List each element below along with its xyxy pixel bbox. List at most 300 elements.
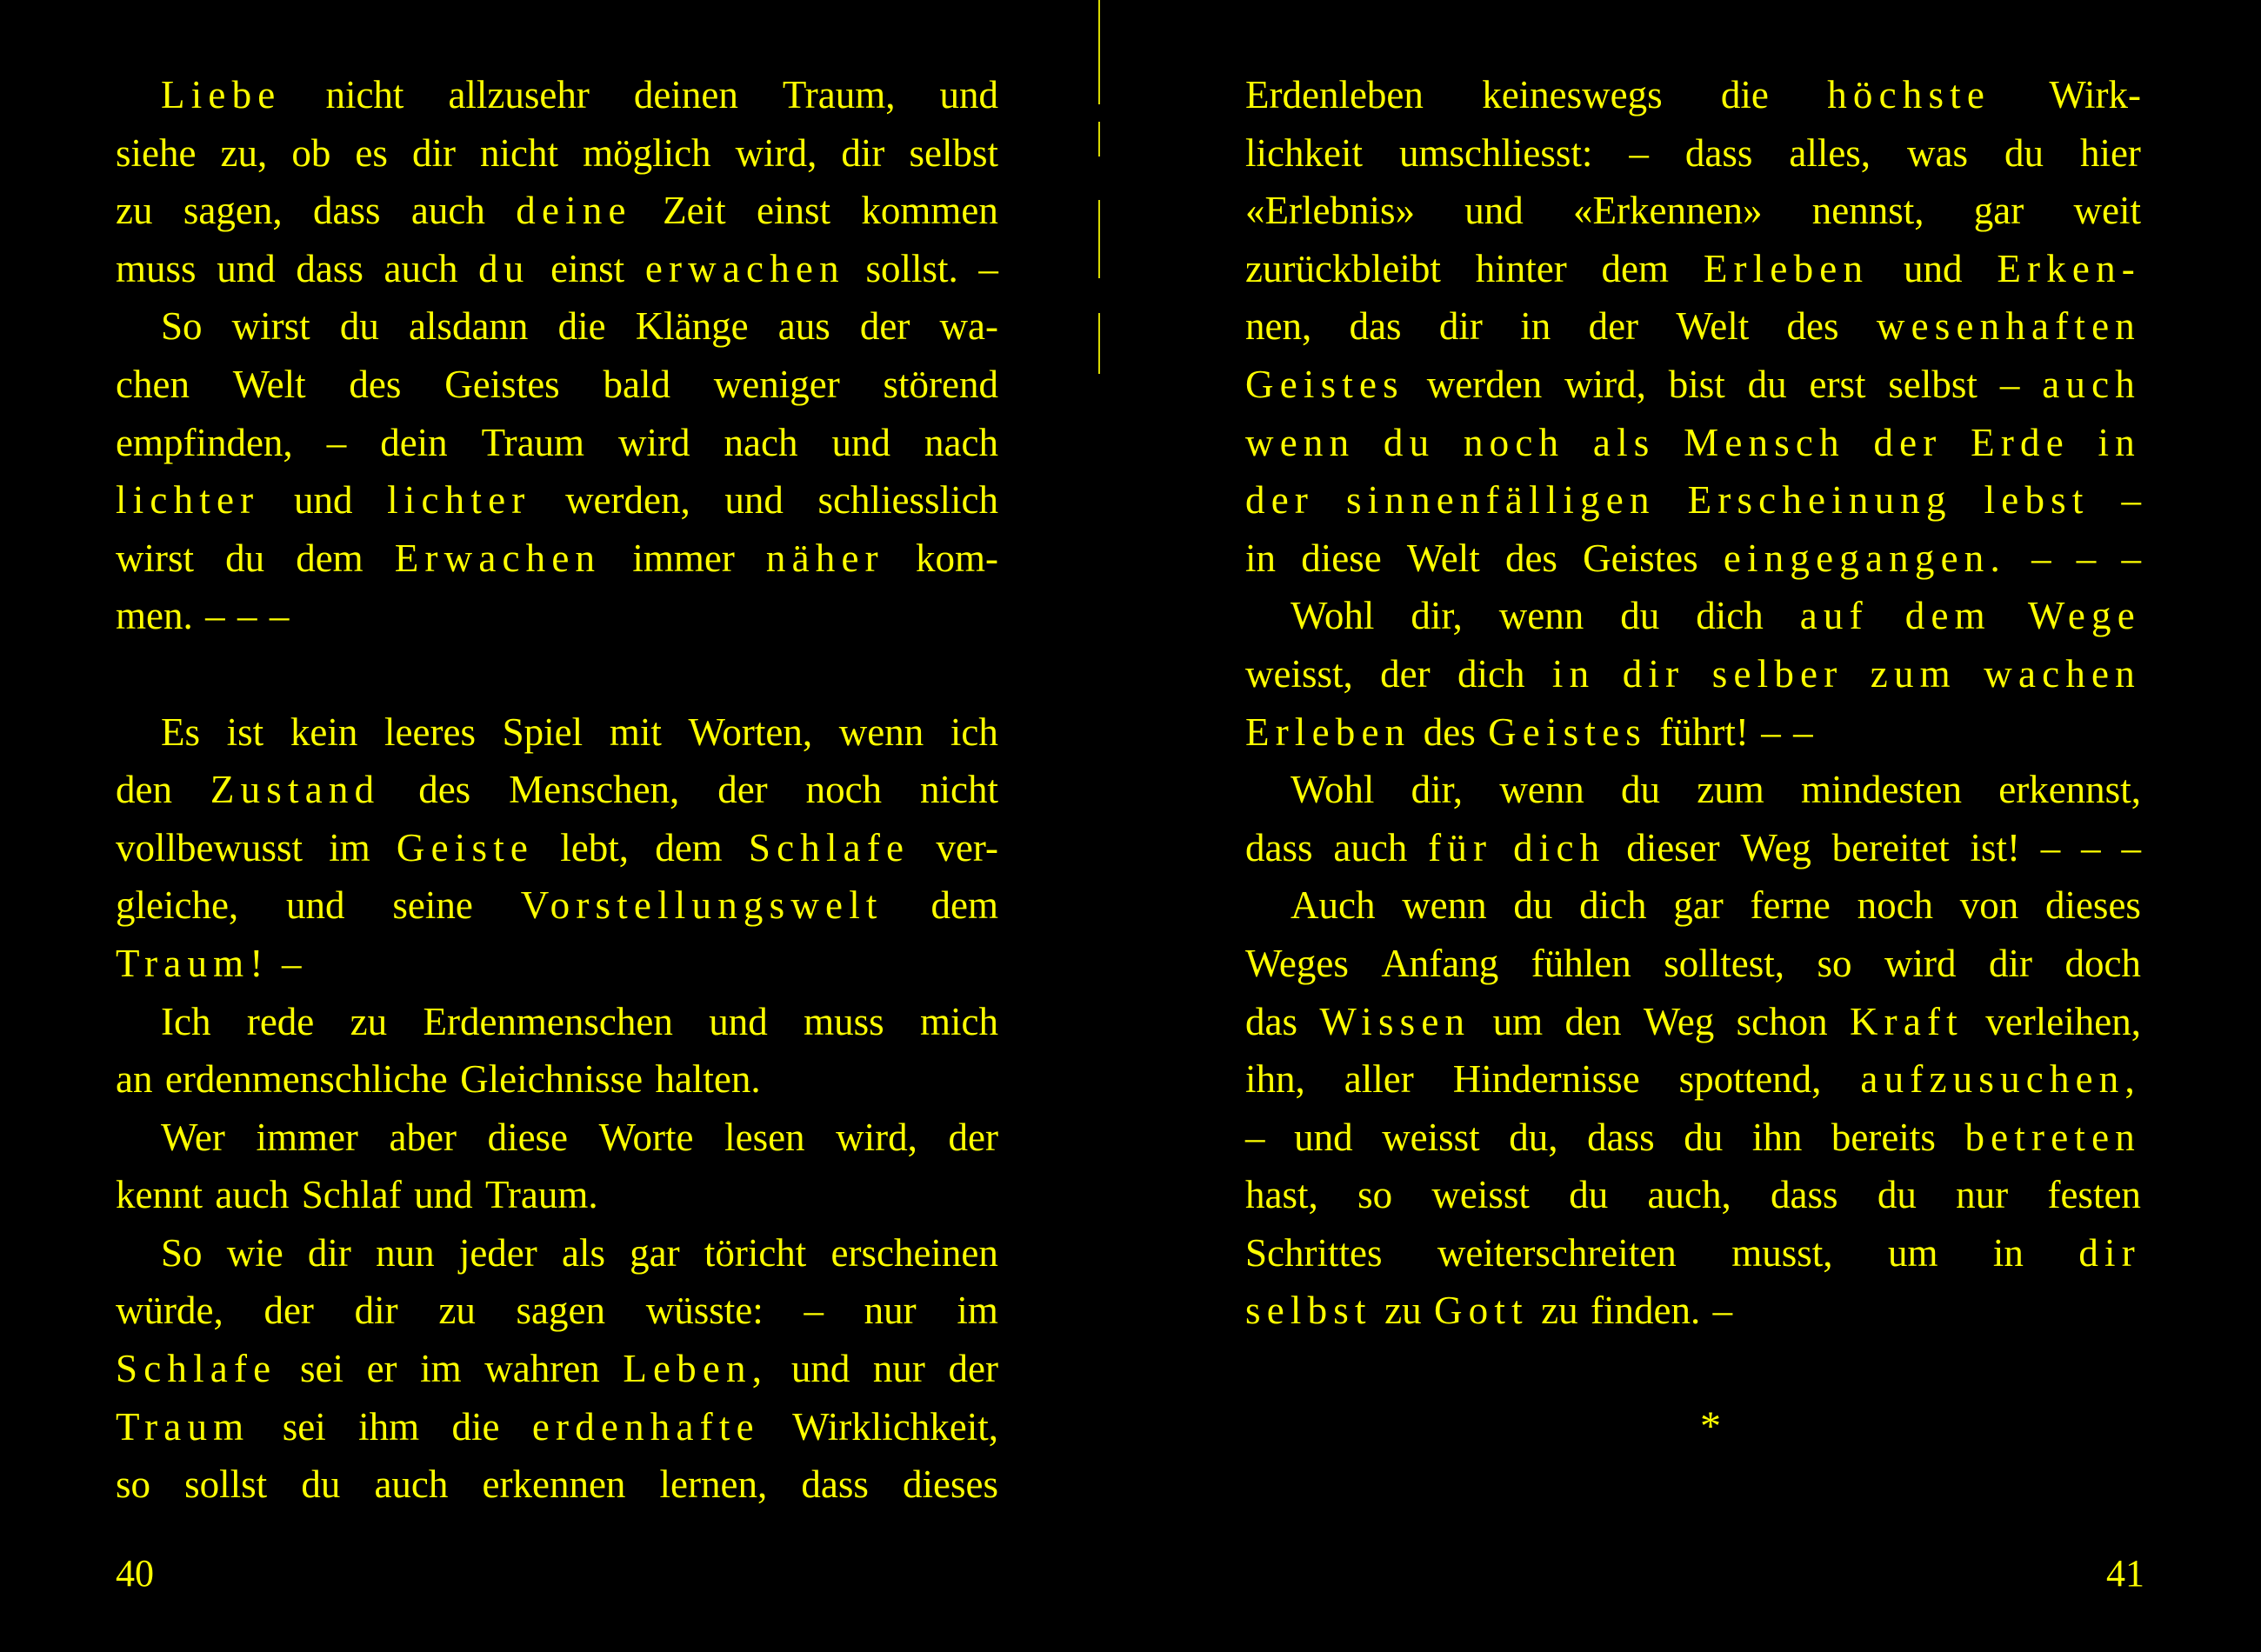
word: zu — [116, 189, 153, 233]
word: dir — [1622, 651, 1685, 696]
word: das — [1349, 304, 1402, 349]
word: sollst. — [865, 246, 958, 290]
word: im — [420, 1347, 462, 1391]
word: rede — [246, 999, 315, 1043]
word: so — [1817, 941, 1852, 985]
word: selbst — [1888, 362, 1978, 406]
right-text-line — [1245, 587, 2141, 645]
word: bereitet — [1831, 825, 1950, 869]
word: empfinden, — [116, 420, 293, 464]
word: – — [326, 420, 347, 464]
word: selbst — [1245, 1289, 1372, 1333]
word: du — [301, 1462, 341, 1507]
word: Erleben — [1245, 709, 1411, 754]
word: dem — [655, 825, 723, 869]
word: Welt — [232, 362, 306, 406]
word: dich — [1579, 883, 1647, 928]
right-text-line — [1245, 356, 2141, 414]
word: du — [1620, 594, 1660, 638]
word: dir, — [1411, 594, 1463, 638]
word: lichkeit — [1245, 130, 1363, 175]
word: dass — [313, 189, 381, 233]
word: chen — [116, 362, 190, 406]
word: erkennst, — [1998, 768, 2141, 812]
word: ferne — [1750, 883, 1831, 928]
word: – — [2121, 825, 2141, 869]
word: dich — [1696, 594, 1764, 638]
word: des — [1786, 304, 1839, 349]
word: deinen — [633, 73, 738, 117]
left-text-line — [116, 240, 998, 298]
word: des — [349, 362, 402, 406]
word: Anfang — [1381, 941, 1499, 985]
book-gutter — [1094, 0, 1104, 400]
word: hier — [2079, 130, 2141, 175]
left-text-line — [116, 1224, 998, 1282]
left-text-line — [116, 645, 998, 703]
word: Zeit — [663, 189, 726, 233]
word: Geistes — [1488, 709, 1647, 754]
word: was — [1907, 130, 1969, 175]
word: der — [1588, 304, 1639, 349]
word: für — [1428, 825, 1493, 869]
word: erwachen — [644, 246, 845, 290]
word: selber — [1711, 651, 1844, 696]
word: dem — [930, 883, 998, 928]
word: in — [1520, 304, 1551, 349]
word: «Erkennen» — [1573, 189, 1763, 233]
word: Schlafe — [116, 1347, 277, 1391]
word: auf — [1799, 594, 1869, 638]
word: Weges — [1245, 941, 1349, 985]
word: dass — [1587, 1115, 1655, 1159]
page-number-right: 41 — [2106, 1552, 2144, 1595]
word: ob — [291, 130, 331, 175]
word: – — [2040, 825, 2061, 869]
word: im — [329, 825, 370, 869]
word: sagen — [516, 1289, 606, 1333]
word: Traum! — [116, 941, 270, 985]
word: dein — [380, 420, 448, 464]
left-text-line — [116, 297, 998, 356]
word: men. — [116, 594, 193, 638]
section-ornament: * — [1700, 1402, 1721, 1449]
word: diese — [1301, 536, 1382, 580]
word: lichter — [116, 478, 260, 523]
word: weisst, — [1245, 651, 1353, 696]
word: jeder — [458, 1230, 537, 1275]
word: Geistes — [1245, 362, 1404, 406]
word: dich — [1457, 651, 1525, 696]
word: störend — [883, 362, 998, 406]
word: den — [1564, 999, 1622, 1043]
word: kennt — [116, 1173, 203, 1217]
word: finden. — [1591, 1289, 1701, 1333]
word: Traum, — [782, 73, 896, 117]
word: – — [2031, 536, 2051, 580]
word: Worte — [598, 1115, 694, 1159]
right-blank-line — [1245, 1340, 2141, 1398]
word: ich — [950, 709, 998, 754]
word: weit — [2073, 189, 2141, 233]
word: Leben, — [623, 1347, 769, 1391]
word: seine — [392, 883, 473, 928]
word: kein — [290, 709, 358, 754]
word: wenn — [838, 709, 924, 754]
word: du — [1684, 1115, 1724, 1159]
word: mindesten — [1801, 768, 1962, 812]
word: bald — [603, 362, 670, 406]
word: um — [1492, 999, 1544, 1043]
word: ihn, — [1245, 1057, 1305, 1102]
word: eingegangen. — [1723, 536, 2006, 580]
left-page-text — [116, 66, 998, 1514]
word: wirst — [116, 536, 194, 580]
word: die — [451, 1404, 500, 1449]
word: ihn — [1751, 1115, 1803, 1159]
word: dir — [1438, 304, 1483, 349]
word: wenn — [1498, 594, 1584, 638]
word: zu — [438, 1289, 476, 1333]
word: zu, — [220, 130, 268, 175]
right-text-line — [1245, 819, 2141, 877]
word: So — [161, 1230, 203, 1275]
word: schliesslich — [817, 478, 998, 523]
word: Auch — [1291, 883, 1376, 928]
word: Schlaf — [301, 1173, 402, 1217]
word: weiterschreiten — [1437, 1230, 1677, 1275]
word: sinnenfälligen — [1345, 478, 1656, 523]
right-text-line — [1245, 935, 2141, 993]
word: muss — [804, 999, 884, 1043]
left-text-line — [116, 1109, 998, 1167]
word: und — [724, 478, 784, 523]
word: gleiche, — [116, 883, 239, 928]
word: lernen, — [659, 1462, 768, 1507]
word: auch, — [1647, 1173, 1731, 1217]
word: Geistes — [1583, 536, 1698, 580]
word: nur — [1956, 1173, 2009, 1217]
word: so — [1357, 1173, 1393, 1217]
word: dass — [1245, 825, 1313, 869]
word: du — [2004, 130, 2044, 175]
left-text-line — [116, 935, 998, 993]
left-text-line — [116, 356, 998, 414]
right-text-line — [1245, 1050, 2141, 1109]
word: zurückbleibt — [1245, 246, 1441, 290]
word: «Erlebnis» — [1245, 189, 1415, 233]
word: wirst — [231, 304, 310, 349]
right-text-line — [1245, 530, 2141, 588]
word: keineswegs — [1482, 73, 1663, 117]
word: – — [1999, 362, 2020, 406]
word: dir — [411, 130, 456, 175]
right-text-line — [1245, 1282, 2141, 1340]
word: gar — [630, 1230, 680, 1275]
left-text-line — [116, 876, 998, 935]
word: – — [1245, 1115, 1265, 1159]
left-text-line — [116, 182, 998, 240]
word: dass — [801, 1462, 869, 1507]
right-text-line — [1245, 240, 2141, 298]
word: Zustand — [210, 768, 381, 812]
word: Gott — [1433, 1289, 1529, 1333]
left-text-line — [116, 1455, 998, 1514]
word: dass — [1684, 130, 1753, 175]
word: du — [1747, 362, 1787, 406]
word: und — [831, 420, 890, 464]
word: Schlafe — [748, 825, 910, 869]
word: Weg — [1740, 825, 1811, 869]
word: Mensch — [1684, 420, 1845, 464]
word: noch — [1463, 420, 1565, 464]
word: muss — [116, 246, 197, 290]
word: Traum. — [484, 1173, 598, 1217]
left-text-line — [116, 587, 998, 645]
word: wird, — [836, 1115, 917, 1159]
left-text-line — [116, 703, 998, 762]
word: auch — [374, 1462, 449, 1507]
word: du — [478, 246, 530, 290]
word: festen — [2047, 1173, 2141, 1217]
word: dem — [296, 536, 363, 580]
word: nun — [376, 1230, 435, 1275]
word: als — [1592, 420, 1656, 464]
word: auch — [1333, 825, 1408, 869]
word: wachen — [1984, 651, 2141, 696]
word: nicht — [919, 768, 998, 812]
word: dir — [307, 1230, 351, 1275]
word: Wissen — [1319, 999, 1471, 1043]
word: des — [1423, 709, 1476, 754]
word: Erwachen — [394, 536, 602, 580]
word: zu — [350, 999, 388, 1043]
word: gar — [1673, 883, 1724, 928]
word: immer — [632, 536, 735, 580]
word: Erscheinung — [1687, 478, 1952, 523]
word: auch — [215, 1173, 290, 1217]
left-text-line — [116, 471, 998, 530]
right-text-line — [1245, 1109, 2141, 1167]
word: Geistes — [444, 362, 560, 406]
word: dem — [1904, 594, 1991, 638]
word: verleihen, — [1985, 999, 2141, 1043]
word: allzusehr — [448, 73, 590, 117]
word: führt! — [1659, 709, 1749, 754]
word: dich — [1513, 825, 1606, 869]
word: Vorstellungswelt — [520, 883, 884, 928]
word: leeres — [384, 709, 476, 754]
word: wird — [1884, 941, 1957, 985]
word: Schrittes — [1245, 1230, 1383, 1275]
word: – — [205, 594, 225, 638]
left-text-line — [116, 1282, 998, 1340]
word: du — [339, 304, 379, 349]
word: des — [418, 768, 471, 812]
word: – — [2081, 825, 2101, 869]
word: und — [1904, 246, 1963, 290]
word: du — [1621, 768, 1661, 812]
word: Worten, — [688, 709, 813, 754]
word: der — [717, 768, 768, 812]
word: solltest, — [1664, 941, 1784, 985]
word: aufzusuchen, — [1860, 1057, 2141, 1102]
word: ist — [226, 709, 264, 754]
word: und — [709, 999, 768, 1043]
word: sei — [299, 1347, 343, 1391]
word: lebst — [1984, 478, 2090, 523]
word: wenn — [1499, 768, 1584, 812]
left-text-line — [116, 66, 998, 124]
word: der — [1380, 651, 1431, 696]
word: sollst — [184, 1462, 268, 1507]
word: von — [1959, 883, 2019, 928]
right-page — [1130, 0, 2261, 1652]
word: Weg — [1643, 999, 1715, 1043]
word: und — [1294, 1115, 1353, 1159]
word: – — [804, 1289, 824, 1333]
word: an — [116, 1057, 153, 1102]
word: Wer — [161, 1115, 225, 1159]
right-text-line — [1245, 66, 2141, 124]
word: kom- — [915, 536, 998, 580]
word: erdenhafte — [531, 1404, 760, 1449]
word: zum — [1697, 768, 1764, 812]
word: sagen, — [183, 189, 283, 233]
word: hast, — [1245, 1173, 1318, 1217]
word: – — [269, 594, 290, 638]
left-text-line — [116, 761, 998, 819]
word: Gleichnisse — [460, 1057, 644, 1102]
word: schon — [1736, 999, 1828, 1043]
word: auch — [410, 189, 485, 233]
word: wird — [618, 420, 690, 464]
word: Erken- — [1997, 246, 2141, 290]
word: du — [1383, 420, 1436, 464]
word: den — [116, 768, 172, 812]
page-number-left: 40 — [116, 1552, 154, 1595]
word: deine — [516, 189, 632, 233]
word: als — [561, 1230, 605, 1275]
word: zu — [1541, 1289, 1578, 1333]
word: der — [859, 304, 910, 349]
word: fühlen — [1531, 941, 1631, 985]
right-text-line — [1245, 471, 2141, 530]
right-text-line — [1245, 1166, 2141, 1224]
word: bist — [1668, 362, 1725, 406]
word: werden — [1426, 362, 1543, 406]
word: und — [939, 73, 998, 117]
left-text-line — [116, 1340, 998, 1398]
word: und — [293, 478, 353, 523]
word: wird, — [735, 130, 817, 175]
word: dir — [354, 1289, 398, 1333]
left-text-line — [116, 1398, 998, 1456]
word: sei — [282, 1404, 326, 1449]
word: spottend, — [1678, 1057, 1822, 1102]
word: dass — [296, 246, 363, 290]
word: aber — [389, 1115, 457, 1159]
word: im — [957, 1289, 998, 1333]
word: höchste — [1827, 73, 1991, 117]
left-text-line — [116, 993, 998, 1051]
word: Erdenmenschen — [423, 999, 673, 1043]
word: Wirk- — [2049, 73, 2141, 117]
word: und — [286, 883, 345, 928]
word: Kraft — [1849, 999, 1964, 1043]
word: Erde — [1971, 420, 2070, 464]
word: – — [1761, 709, 1781, 754]
word: – — [2076, 536, 2097, 580]
word: erkennen — [482, 1462, 626, 1507]
right-text-line — [1245, 297, 2141, 356]
word: lebt, — [560, 825, 629, 869]
word: und — [414, 1173, 473, 1217]
word: halten. — [655, 1057, 761, 1102]
word: hinter — [1475, 246, 1567, 290]
word: – — [2121, 536, 2141, 580]
word: zu — [1384, 1289, 1422, 1333]
word: noch — [805, 768, 883, 812]
word: einst — [550, 246, 625, 290]
word: nur — [872, 1347, 925, 1391]
word: Klänge — [635, 304, 749, 349]
word: einst — [757, 189, 831, 233]
left-text-line — [116, 414, 998, 472]
word: auch — [384, 246, 458, 290]
word: wie — [226, 1230, 283, 1275]
word: Wirklichkeit, — [792, 1404, 998, 1449]
word: in — [1992, 1230, 2024, 1275]
right-text-line — [1245, 993, 2141, 1051]
word: diese — [487, 1115, 569, 1159]
word: weniger — [713, 362, 840, 406]
right-text-line — [1245, 876, 2141, 935]
word: auch — [2042, 362, 2141, 406]
word: Es — [161, 709, 200, 754]
word: – — [281, 941, 302, 985]
word: wird, — [1564, 362, 1646, 406]
left-page — [0, 0, 1130, 1652]
word: immer — [256, 1115, 358, 1159]
word: vollbewusst — [116, 825, 303, 869]
word: die — [1720, 73, 1769, 117]
word: alsdann — [408, 304, 529, 349]
word: näher — [765, 536, 884, 580]
left-text-line — [116, 530, 998, 588]
word: nen, — [1245, 304, 1312, 349]
word: umschliesst: — [1398, 130, 1593, 175]
word: das — [1245, 999, 1297, 1043]
word: nicht — [325, 73, 404, 117]
word: zum — [1870, 651, 1957, 696]
word: wüsste: — [645, 1289, 764, 1333]
word: dieses — [2044, 883, 2141, 928]
right-page-text — [1245, 66, 2141, 1455]
word: wenn — [1245, 420, 1356, 464]
word: und — [790, 1347, 850, 1391]
word: um — [1887, 1230, 1938, 1275]
word: erscheinen — [830, 1230, 998, 1275]
word: Geiste — [396, 825, 535, 869]
word: dir — [841, 130, 885, 175]
word: mit — [609, 709, 662, 754]
word: weisst — [1431, 1173, 1530, 1217]
word: dir — [1988, 941, 2032, 985]
word: kommen — [861, 189, 998, 233]
word: Welt — [1406, 536, 1480, 580]
right-text-line — [1245, 124, 2141, 183]
